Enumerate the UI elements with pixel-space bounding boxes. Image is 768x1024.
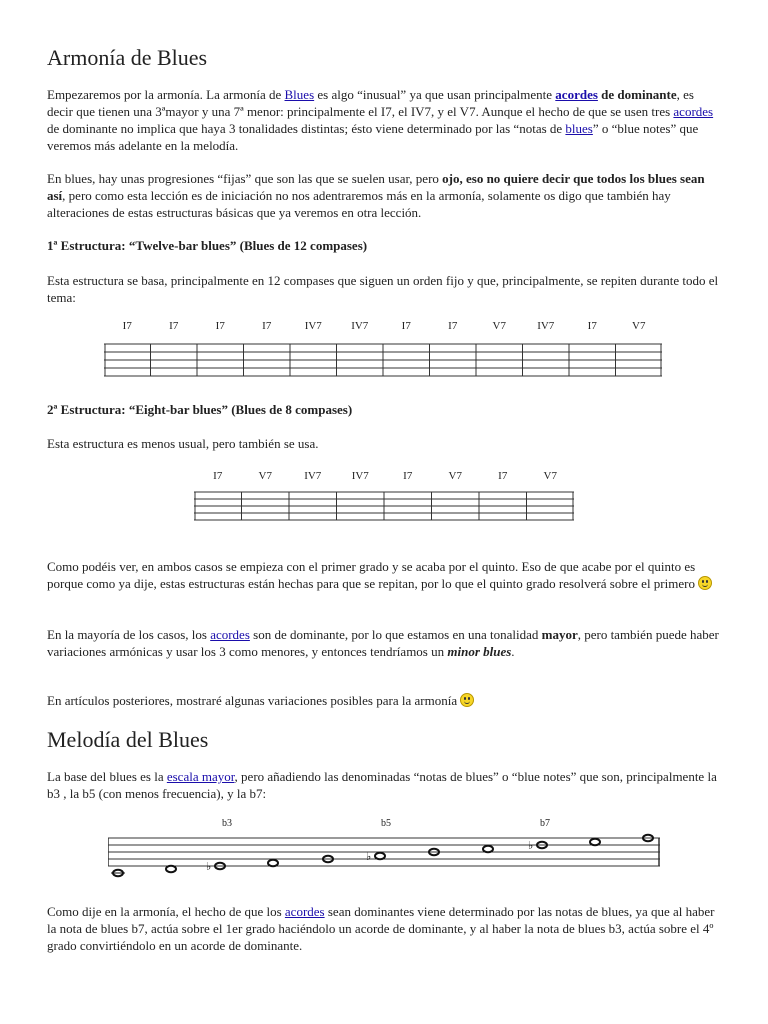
chord-label: I7 xyxy=(498,470,508,482)
chord-label: V7 xyxy=(632,320,646,332)
chord-label: IV7 xyxy=(351,320,369,332)
staff-lines xyxy=(194,490,574,526)
blues-link[interactable]: blues xyxy=(565,121,593,136)
acordes-link[interactable]: acordes xyxy=(210,627,250,642)
blue-note-label: b3 xyxy=(222,818,232,829)
structure-1-title: 1ª Estructura: “Twelve-bar blues” (Blues de 12 compases) xyxy=(47,238,368,253)
melody-title: Melodía del Blues xyxy=(47,727,209,752)
escala-mayor-link[interactable]: escala mayor xyxy=(166,769,235,784)
wink-smiley-icon xyxy=(698,576,712,590)
melody-paragraph-2: Como dije en la armonía, el hecho de que los acordes sean dominantes viene determinado por las notas de blues, ya que al haber la nota de blues b7, actúa sobre el 1er grado haciéndolo un acorde de dominante, y al haber la nota de blues b3, actúa sobre el 4º grado convirtiéndolo en un acorde de dominante. xyxy=(47,904,715,953)
chord-labels xyxy=(194,470,574,484)
harmony-paragraph-3: Como podéis ver, en ambos casos se empieza con el primer grado y se acaba por el quinto. Eso de que acabe por el quinto es porque como ya dije, estas estructuras están hechas para que se repitan, por lo que el quinto grado resolverá sobre el primero xyxy=(47,558,723,592)
structure-2-text: Esta estructura es menos usual, pero también se usa. xyxy=(47,436,319,451)
melody-paragraph-1: La base del blues es la escala mayor, pero añadiendo las denominadas “notas de blues” o “blue notes” que son, principalmente la b3 , la b5 (con menos frecuencia), y la b7: xyxy=(47,769,717,801)
smiley-icon xyxy=(460,693,474,707)
blue-notes-staff xyxy=(108,818,660,884)
twelve-bar-staff xyxy=(104,320,662,382)
harmony-title: Armonía de Blues xyxy=(47,45,208,70)
chord-label: V7 xyxy=(448,470,462,482)
chord-label: IV7 xyxy=(537,320,555,332)
structure-2-title: 2ª Estructura: “Eight-bar blues” (Blues de 8 compases) xyxy=(47,402,353,417)
harmony-paragraph-1: Empezaremos por la armonía. La armonía de Blues es algo “inusual” ya que usan principalmente acordes de dominante, es decir que tienen una 3ªmayor y una 7ª menor: principalmente el I7, el IV7, y el V7. Aunque el hecho de que se usen tres acordes de dominante no implica que haya 3 tonalidades distintas; ésto viene determinado por las “notas de blues” o “blue notes” que veremos más adelante en la melodía. xyxy=(47,87,714,153)
chord-label: I7 xyxy=(169,320,179,332)
scale-notation xyxy=(108,832,660,884)
acordes-link[interactable]: acordes xyxy=(673,104,714,119)
blue-note-label: b5 xyxy=(381,818,391,829)
chord-label: I7 xyxy=(262,320,272,332)
blue-note-label: b7 xyxy=(540,818,550,829)
chord-label: I7 xyxy=(213,470,223,482)
chord-label: I7 xyxy=(215,320,225,332)
svg-text:♭: ♭ xyxy=(206,860,212,873)
chord-label: I7 xyxy=(403,470,413,482)
chord-label: I7 xyxy=(401,320,411,332)
chord-label: I7 xyxy=(587,320,597,332)
chord-label: I7 xyxy=(122,320,132,332)
chord-label: V7 xyxy=(492,320,506,332)
chord-labels xyxy=(104,320,662,334)
blues-link[interactable]: Blues xyxy=(284,87,315,102)
staff-lines xyxy=(104,342,662,382)
harmony-paragraph-4: En la mayoría de los casos, los acordes son de dominante, por lo que estamos en una tonalidad mayor, pero también puede haber variaciones armónicas y usar los 3 como menores, y entonces tendríamos un minor blues. xyxy=(47,627,719,659)
chord-label: IV7 xyxy=(304,470,322,482)
acordes-link[interactable]: acordes xyxy=(284,904,325,919)
eight-bar-staff xyxy=(194,470,574,526)
chord-label: V7 xyxy=(258,470,272,482)
structure-1-text: Esta estructura se basa, principalmente en 12 compases que siguen un orden fijo y que, principalmente, se repiten durante todo el tema: xyxy=(47,273,719,305)
acordes-link[interactable]: acordes xyxy=(555,87,598,102)
harmony-paragraph-2: En blues, hay unas progresiones “fijas” que son las que se suelen usar, pero ojo, eso no quiere decir que todos los blues sean así, pero como esta lección es de iniciación no nos adentraremos más en la armonía, solamente os digo que también hay alteraciones de estas estructuras básicas que ya veremos en otra lección. xyxy=(47,171,705,220)
chord-label: I7 xyxy=(448,320,458,332)
harmony-paragraph-5: En artículos posteriores, mostraré algunas variaciones posibles para la armonía xyxy=(47,692,723,709)
chord-label: IV7 xyxy=(304,320,322,332)
chord-label: IV7 xyxy=(351,470,369,482)
chord-label: V7 xyxy=(543,470,557,482)
svg-text:♭: ♭ xyxy=(366,850,372,863)
svg-text:♭: ♭ xyxy=(528,839,534,852)
